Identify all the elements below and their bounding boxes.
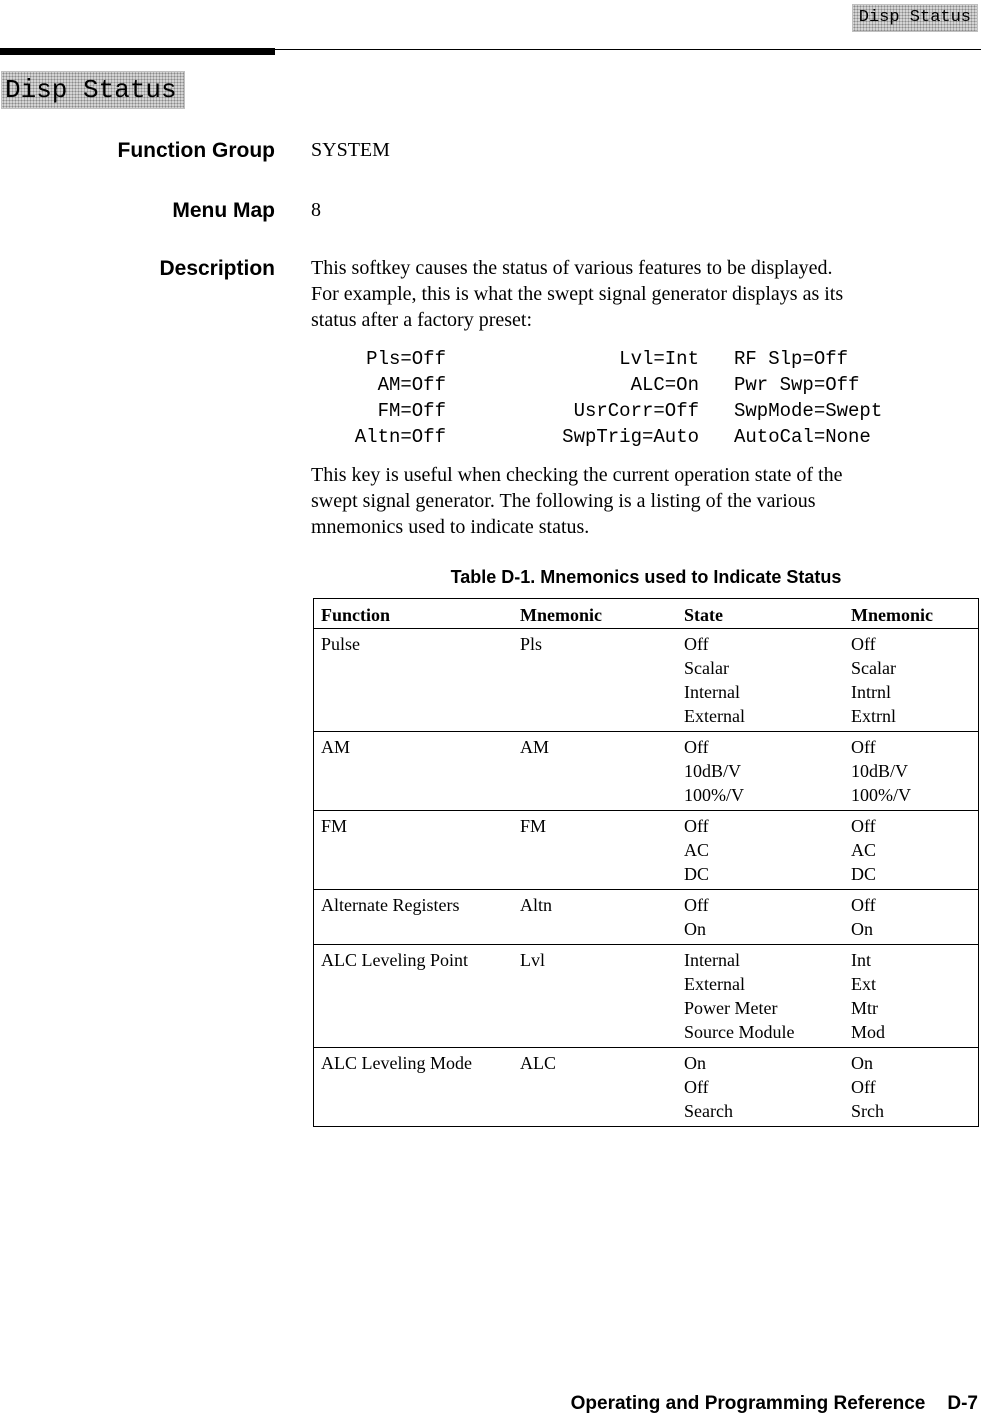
state-cell — [677, 629, 844, 732]
status-display-row — [343, 398, 882, 424]
function-group-label: Function Group — [117, 139, 275, 162]
status-item: Pwr Swp=Off — [734, 374, 860, 396]
state-mnemonic-value: Off — [851, 634, 876, 654]
mnemonic-cell: Pls — [520, 634, 543, 654]
state-value: Off — [684, 737, 709, 757]
paragraph-line: This softkey causes the status of various features to be displayed. — [311, 257, 833, 279]
column-header-function: Function — [314, 599, 514, 629]
state-cell — [677, 811, 844, 890]
function-group-value: SYSTEM — [311, 139, 390, 161]
state-value: DC — [684, 864, 710, 884]
state-mnemonic-value: 100%/V — [851, 785, 911, 805]
state-mnemonic-value: Mtr — [851, 998, 878, 1018]
menu-map-value: 8 — [311, 199, 321, 221]
header-rule-thick — [0, 48, 275, 55]
paragraph-line: For example, this is what the swept signal generator displays as its — [311, 283, 844, 305]
status-display-row — [343, 424, 882, 450]
table-row — [314, 890, 979, 945]
section-title-softkey: Disp Status — [1, 71, 185, 109]
state-mnemonic-value: Off — [851, 737, 876, 757]
function-cell: AM — [321, 737, 351, 757]
state-cell — [677, 1048, 844, 1127]
state-value: Off — [684, 895, 709, 915]
mnemonic-cell: AM — [520, 737, 550, 757]
table-row — [314, 811, 979, 890]
state-value: Off — [684, 816, 709, 836]
menu-map-label: Menu Map — [172, 199, 275, 222]
state-value: Search — [684, 1101, 733, 1121]
state-cell — [677, 890, 844, 945]
state-mnemonic-value: Intrnl — [851, 682, 891, 702]
state-mnemonic-value: Extrnl — [851, 706, 896, 726]
state-mnemonic-value: Scalar — [851, 658, 896, 678]
state-value: External — [684, 706, 745, 726]
function-cell: ALC Leveling Point — [321, 950, 468, 970]
mnemonic-cell: ALC — [520, 1053, 556, 1073]
page-footer — [571, 1393, 978, 1415]
mnemonic-cell: FM — [520, 816, 547, 836]
state-mnemonic-value: 10dB/V — [851, 761, 909, 781]
status-item: AM=Off — [377, 374, 446, 396]
paragraph-line: mnemonics used to indicate status. — [311, 516, 590, 538]
state-mnemonic-value: Int — [851, 950, 871, 970]
status-item: Lvl=Int — [619, 348, 699, 370]
state-mnemonic-value: Off — [851, 1077, 876, 1097]
state-value: On — [684, 1053, 706, 1073]
state-cell — [677, 732, 844, 811]
column-header-state-mnemonic: Mnemonic — [844, 599, 979, 629]
state-mnemonic-value: Mod — [851, 1022, 886, 1042]
status-item: ALC=On — [630, 374, 699, 396]
table-caption: Table D-1. Mnemonics used to Indicate Status — [450, 567, 842, 587]
status-display-row — [343, 372, 882, 398]
status-item: RF Slp=Off — [734, 348, 849, 370]
state-value: Off — [684, 1077, 709, 1097]
state-value: AC — [684, 840, 710, 860]
status-item: FM=Off — [377, 400, 446, 422]
table-row — [314, 945, 979, 1048]
state-mnemonic-value: Off — [851, 816, 876, 836]
status-item: SwpTrig=Auto — [562, 426, 699, 448]
status-display-listing — [343, 346, 882, 450]
state-cell — [677, 945, 844, 1048]
state-mnemonic-value: Off — [851, 895, 876, 915]
status-item: UsrCorr=Off — [573, 400, 699, 422]
function-cell: FM — [321, 816, 348, 836]
function-cell: Pulse — [321, 634, 361, 654]
mnemonics-table — [313, 598, 979, 1127]
mnemonic-cell: Altn — [520, 895, 553, 915]
table-row — [314, 1048, 979, 1127]
paragraph-line: swept signal generator. The following is a listing of the various — [311, 490, 816, 512]
state-value: External — [684, 974, 745, 994]
function-cell: Alternate Registers — [321, 895, 460, 915]
state-mnemonic-cell — [844, 811, 979, 890]
state-value: Source Module — [684, 1022, 795, 1042]
page-number: D-7 — [947, 1393, 978, 1414]
footer-title: Operating and Programming Reference — [570, 1393, 926, 1414]
mnemonic-cell: Lvl — [520, 950, 545, 970]
description-label: Description — [159, 257, 275, 280]
state-mnemonic-cell — [844, 629, 979, 732]
status-item: Pls=Off — [366, 348, 446, 370]
status-item: SwpMode=Swept — [734, 400, 883, 422]
description-paragraph-2 — [311, 462, 971, 540]
paragraph-line: This key is useful when checking the current operation state of the — [311, 464, 843, 486]
state-mnemonic-value: Srch — [851, 1101, 884, 1121]
state-mnemonic-value: On — [851, 1053, 873, 1073]
state-mnemonic-value: Ext — [851, 974, 876, 994]
function-cell: ALC Leveling Mode — [321, 1053, 472, 1073]
column-header-state: State — [677, 599, 844, 629]
state-mnemonic-cell — [844, 890, 979, 945]
state-mnemonic-cell — [844, 732, 979, 811]
state-value: Internal — [684, 682, 740, 702]
header-softkey-label: Disp Status — [852, 4, 978, 32]
table-header-row — [314, 599, 979, 629]
state-value: On — [684, 919, 706, 939]
paragraph-line: status after a factory preset: — [311, 309, 533, 331]
state-mnemonic-value: DC — [851, 864, 877, 884]
state-value: Power Meter — [684, 998, 778, 1018]
state-value: 100%/V — [684, 785, 744, 805]
header-rule-thin — [275, 49, 981, 50]
table-row — [314, 629, 979, 732]
state-mnemonic-cell — [844, 1048, 979, 1127]
table-row — [314, 732, 979, 811]
state-value: Off — [684, 634, 709, 654]
state-mnemonic-value: On — [851, 919, 873, 939]
state-value: Internal — [684, 950, 740, 970]
state-value: 10dB/V — [684, 761, 742, 781]
status-item: AutoCal=None — [734, 426, 871, 448]
status-item: Altn=Off — [354, 426, 446, 448]
status-display-row — [343, 346, 882, 372]
state-mnemonic-value: AC — [851, 840, 877, 860]
state-value: Scalar — [684, 658, 729, 678]
description-paragraph-1 — [311, 255, 971, 333]
column-header-mnemonic: Mnemonic — [513, 599, 677, 629]
state-mnemonic-cell — [844, 945, 979, 1048]
